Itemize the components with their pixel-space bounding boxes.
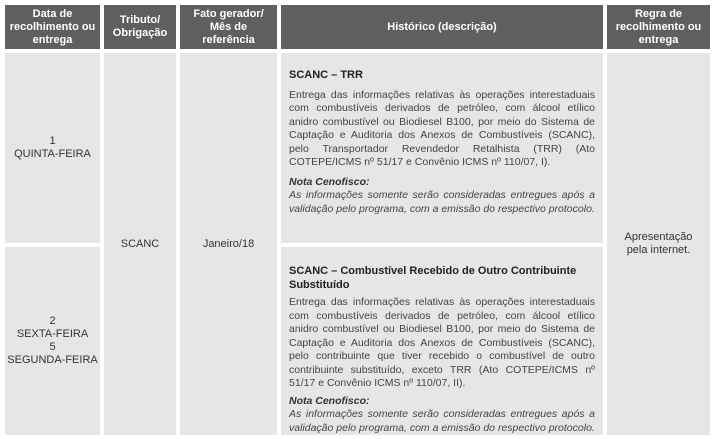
tributo-value: SCANC <box>120 237 160 250</box>
tributo-cell <box>104 53 176 435</box>
date-cell-row2 <box>5 247 100 435</box>
note-label: Nota Cenofisco: <box>289 394 370 407</box>
date-weekday: SEXTA-FEIRA <box>16 328 89 340</box>
header-tributo: Tributo/ Obrigação <box>104 5 176 49</box>
note-label: Nota Cenofisco: <box>289 175 370 188</box>
regra-cell <box>607 53 710 435</box>
date-day: 1 <box>49 135 56 147</box>
historico-description: Entrega das informações relativas às operações interestaduais com combustíveis derivados de petróleo, com álcool etílico anidro combustível ou Biodiesel B100, por meio do Sistema de Captação e Auditoria dos Anexos de Combustíveis (SCANC), pelo contribuinte que tiver recebido o combustível de outro contribuinte substituído, exceto TRR (Ato COTEPE/ICMS nº 51/17 e Convênio ICMS nº 110/07, II). <box>289 296 595 389</box>
header-date: Data de recolhimento ou entrega <box>5 5 100 49</box>
note-text: As informações somente serão consideradas entregues após a validação pelo programa, com a emissão do respectivo protocolo. <box>289 408 595 434</box>
historico-title: SCANC – TRR <box>289 69 363 81</box>
fato-gerador-value: Janeiro/18 <box>202 237 255 250</box>
historico-title: SCANC – Combustível Recebido de Outro Contribuinte Substituído <box>289 265 577 291</box>
regra-value: Apresentação pela internet. <box>624 231 693 256</box>
header-regra: Regra de recolhimento ou entrega <box>607 5 710 49</box>
historico-cell-row2 <box>281 247 603 435</box>
note-text: As informações somente serão consideradas entregues após a validação pelo programa, com a emissão do respectivo protocolo. <box>289 189 595 215</box>
date-weekday: SEGUNDA-FEIRA <box>7 354 98 366</box>
date-day: 5 <box>49 341 56 353</box>
date-day: 2 <box>49 315 56 327</box>
historico-cell-row1 <box>281 53 603 243</box>
date-weekday: QUINTA-FEIRA <box>14 148 91 160</box>
header-historico: Histórico (descrição) <box>281 5 603 49</box>
historico-description: Entrega das informações relativas às operações interestaduais com combustíveis derivados de petróleo, com álcool etílico anidro combustível ou Biodiesel B100, por meio do Sistema de Captação e Auditoria dos Anexos de Combustíveis (SCANC), pelo Transportador Revendedor Retalhista (TRR) (Ato COTEPE/ICMS nº 51/17 e Convênio ICMS nº 110/07, I). <box>289 88 595 168</box>
header-fato-gerador: Fato gerador/ Mês de referência <box>180 5 277 49</box>
date-cell-row1 <box>5 53 100 243</box>
fato-gerador-cell <box>180 53 277 435</box>
